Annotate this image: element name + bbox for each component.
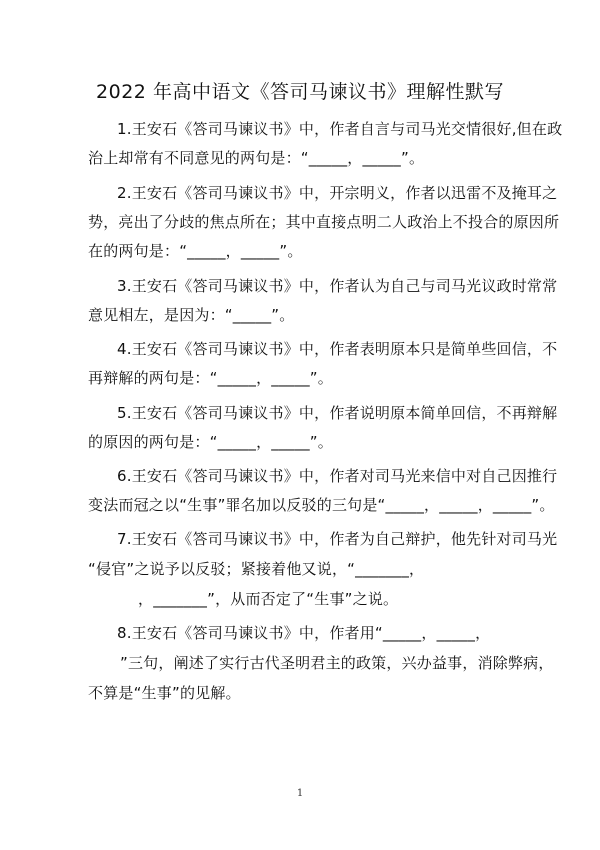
question-2-line-2: 势，亮出了分歧的焦点所在；其中直接点明二人政治上不投合的原因所 — [88, 213, 560, 231]
question-1-line-1: 1.王安石《答司马谏议书》中，作者自言与司马光交情很好,但在政 — [117, 120, 563, 138]
question-5-line-1: 5.王安石《答司马谏议书》中，作者说明原本简单回信，不再辩解 — [117, 404, 558, 422]
question-8-line-2: ”三句，阐述了实行古代圣明君主的政策，兴办益事，消除弊病， — [120, 654, 554, 672]
question-2-line-3: 在的两句是：“_____，_____”。 — [88, 242, 303, 260]
question-4-line-2: 再辩解的两句是：“_____，_____”。 — [88, 369, 333, 387]
question-6-line-1: 6.王安石《答司马谏议书》中，作者对司马光来信中对自己因推行 — [117, 467, 558, 485]
page-title: 2022 年高中语文《答司马谏议书》理解性默写 — [96, 81, 504, 103]
question-8-line-1: 8.王安石《答司马谏议书》中，作者用“_____，_____， — [117, 624, 491, 642]
question-3-line-1: 3.王安石《答司马谏议书》中，作者认为自己与司马光议政时常常 — [117, 277, 558, 295]
question-7-line-2: “侵官”之说予以反驳；紧接着他又说，“_______， — [88, 560, 425, 578]
question-8-line-3: 不算是“生事”的见解。 — [88, 684, 241, 702]
question-6-line-2: 变法而冠之以“生事”罪名加以反驳的三句是“_____，_____，_____”。 — [88, 496, 555, 514]
question-2-line-1: 2.王安石《答司马谏议书》中，开宗明义，作者以迅雷不及掩耳之 — [117, 184, 558, 202]
page-number: 1 — [296, 788, 304, 799]
question-7-line-3: ，_______”，从而否定了“生事”之说。 — [138, 590, 399, 608]
question-1-line-2: 治上却常有不同意见的两句是：“_____，_____”。 — [88, 149, 425, 167]
question-4-line-1: 4.王安石《答司马谏议书》中，作者表明原本只是简单些回信，不 — [117, 340, 558, 358]
question-3-line-2: 意见相左，是因为：“_____”。 — [88, 306, 295, 324]
question-5-line-2: 的原因的两句是：“_____，_____”。 — [88, 433, 333, 451]
question-7-line-1: 7.王安石《答司马谏议书》中，作者为自己辩护，他先针对司马光 — [117, 530, 558, 548]
